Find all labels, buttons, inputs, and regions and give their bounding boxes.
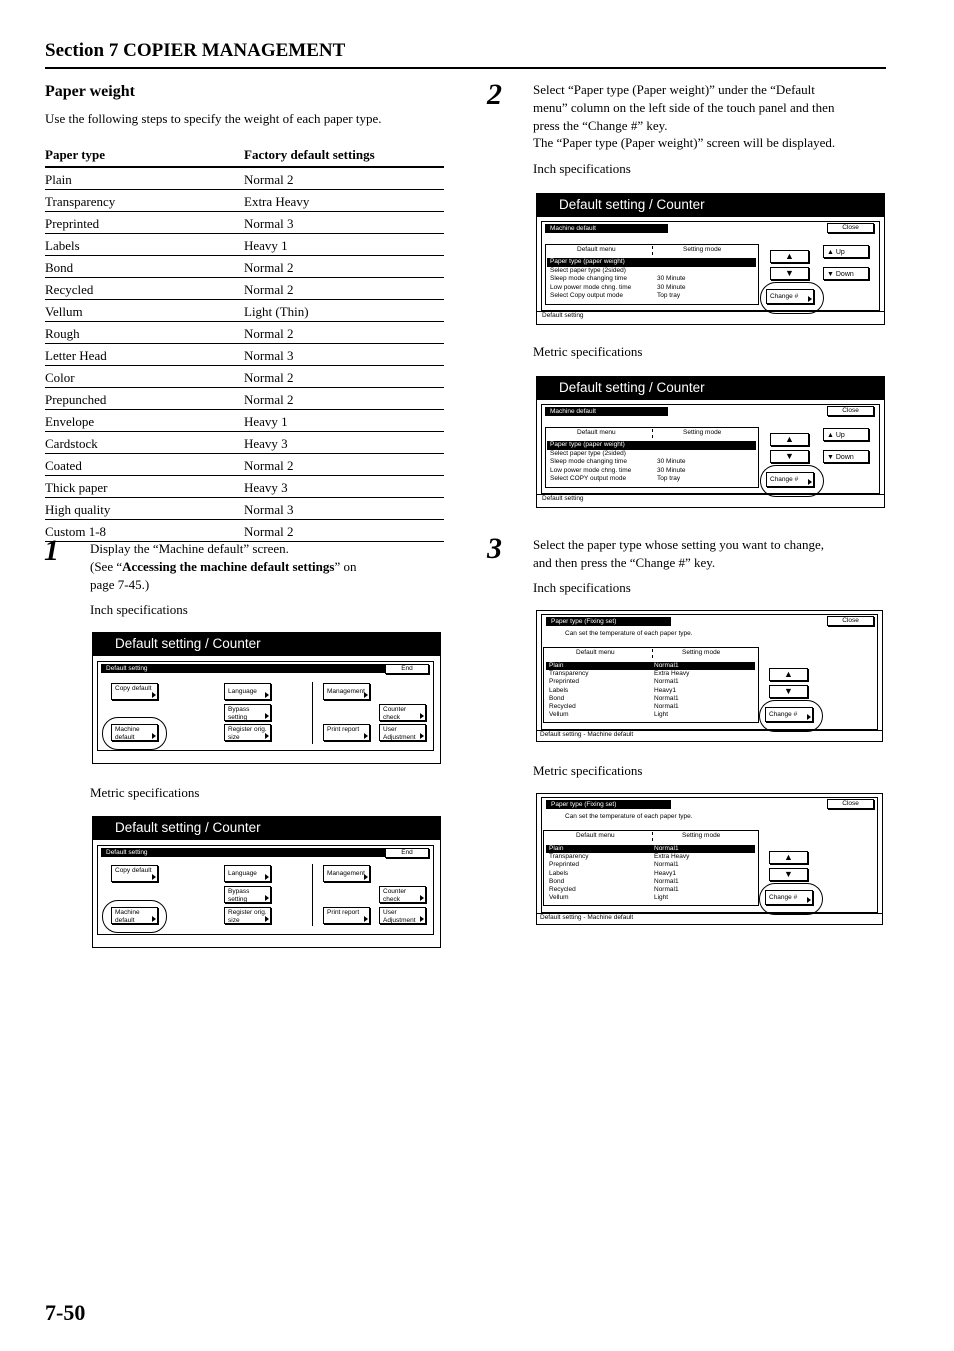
list-item-value: Extra Heavy [654,670,690,678]
management-button[interactable]: Management [323,865,370,882]
down-button[interactable]: ▼ Down [823,450,869,463]
table-row [45,388,444,410]
list-item[interactable] [547,284,756,293]
language-button[interactable]: Language [224,865,271,882]
list-item-value: Heavy1 [654,686,677,694]
paper-type-cell: Vellum [45,300,244,322]
footer-label: Default setting - Machine default [540,914,634,921]
list-item-value: 30 Minute [657,466,686,474]
table-row [45,498,444,520]
list-item-label: Paper type (paper weight) [550,258,625,265]
col-factory-default: Factory default settings [244,146,444,167]
paper-type-cell: Labels [45,234,244,256]
list-item-label: Vellum [549,711,569,719]
divider [312,682,313,744]
page-number: 7-50 [45,1300,86,1325]
paper-weight-heading: Paper weight [45,83,135,100]
up-button[interactable]: ▲ Up [823,428,869,441]
counter-check-button[interactable]: Counter check [379,886,426,903]
factory-default-cell: Normal 2 [244,322,444,344]
screen-title: Default setting / Counter [93,817,440,840]
table-row [45,278,444,300]
col-default-menu: Default menu [577,429,616,436]
factory-default-cell: Light (Thin) [244,300,444,322]
table-row [45,300,444,322]
table-row [45,366,444,388]
end-button[interactable]: End [385,664,429,674]
table-row [45,256,444,278]
paper-type-cell: Bond [45,256,244,278]
machine-default-bar: Machine default [545,224,668,233]
list-item-label: Preprinted [549,678,579,686]
list-item-label: Plain [549,662,564,669]
step-2-number: 2 [487,78,502,111]
list-item-value: Normal1 [654,694,679,702]
description: Can set the temperature of each paper type. [565,813,693,820]
arrow-up-button[interactable]: ▲ [769,668,808,681]
default-setting-screen-metric [92,816,441,948]
machine-default-screen-metric [536,376,885,508]
paper-type-cell: Envelope [45,410,244,432]
col-separator [652,429,653,438]
paper-type-cell: Recycled [45,278,244,300]
list-item[interactable] [546,853,755,861]
settings-rows [547,441,756,484]
register-orig-size-button[interactable]: Register orig. size [224,724,271,741]
list-item[interactable] [547,292,756,301]
factory-default-cell: Normal 2 [244,256,444,278]
list-item-value: Light [654,711,669,719]
list-item[interactable] [546,845,755,853]
change-button[interactable]: Change # [765,890,813,905]
list-item[interactable] [547,267,756,276]
close-button[interactable]: Close [827,223,874,233]
list-item[interactable] [546,687,755,695]
print-report-button[interactable]: Print report [323,724,370,741]
footer-label: Default setting [542,312,584,319]
intro-text: Use the following steps to specify the weight of each paper type. [45,111,382,126]
factory-default-cell: Normal 2 [244,454,444,476]
col-setting-mode: Setting mode [682,649,721,656]
factory-default-cell: Normal 2 [244,366,444,388]
list-item[interactable] [546,861,755,869]
step-3-metric-label: Metric specifications [533,763,643,778]
factory-default-cell: Heavy 3 [244,432,444,454]
factory-default-cell: Normal 3 [244,344,444,366]
paper-type-cell: Transparency [45,190,244,212]
list-item-value: Normal1 [654,885,679,893]
paper-type-cell: Preprinted [45,212,244,234]
change-button[interactable]: Change # [765,707,813,722]
list-item-value: 30 Minute [657,275,686,283]
list-item-value: Normal1 [654,877,679,885]
factory-default-cell: Normal 2 [244,520,444,542]
list-item[interactable] [546,670,755,678]
description: Can set the temperature of each paper type. [565,630,693,637]
step-1-number: 1 [44,534,59,567]
list-item-label: Recycled [549,885,576,893]
list-item-label: Select paper type (2sided) [550,449,626,457]
register-orig-size-button[interactable]: Register orig. size [224,907,271,924]
col-default-menu: Default menu [576,832,615,839]
default-setting-bar: Default setting [101,848,390,857]
machine-default-button[interactable]: Machine default [111,907,158,924]
paper-rows [546,662,755,719]
factory-default-cell: Normal 3 [244,212,444,234]
list-item[interactable] [546,870,755,878]
step-2-metric-label: Metric specifications [533,344,643,359]
paper-type-screen-metric [536,793,883,925]
list-item-label: Recycled [549,702,576,710]
factory-default-cell: Normal 2 [244,167,444,190]
list-item[interactable] [546,894,755,902]
list-item[interactable] [547,441,756,450]
list-item[interactable] [546,886,755,894]
list-item-label: Low power mode chng. time [550,283,632,291]
bypass-setting-button[interactable]: Bypass setting [224,704,271,721]
user-adjustment-button[interactable]: User Adjustment [379,724,426,741]
col-separator [652,246,653,255]
management-button[interactable]: Management [323,683,370,700]
col-default-menu: Default menu [577,246,616,253]
step-3-line-2: and then press the “Change #” key. [533,555,716,570]
factory-default-cell: Heavy 1 [244,234,444,256]
paper-type-cell: Prepunched [45,388,244,410]
list-item-label: Select COPY output mode [550,475,627,483]
list-item-value: Top tray [657,292,681,300]
table-row [45,432,444,454]
list-item[interactable] [546,678,755,686]
up-button[interactable]: ▲ Up [823,245,869,258]
list-item-label: Low power mode chng. time [550,466,632,474]
list-item-label: Labels [549,686,569,694]
col-setting-mode: Setting mode [683,429,722,436]
list-item-label: Transparency [549,670,589,678]
table-row [45,476,444,498]
list-item[interactable] [547,458,756,467]
list-item-value: Top tray [657,475,681,483]
list-item-label: Vellum [549,894,569,902]
paper-type-cell: Color [45,366,244,388]
step-1-inch-label: Inch specifications [90,602,188,617]
col-setting-mode: Setting mode [682,832,721,839]
close-button[interactable]: Close [827,406,874,416]
col-separator [652,649,653,658]
factory-default-cell: Heavy 3 [244,476,444,498]
machine-default-bar: Machine default [545,407,668,416]
table-row [45,167,444,190]
paper-type-cell: Plain [45,167,244,190]
footer-rule [537,311,884,312]
step-2-line-4: The “Paper type (Paper weight)” screen will be displayed. [533,135,836,150]
header-rule [45,67,886,69]
default-setting-bar: Default setting [101,664,390,673]
change-button[interactable]: Change # [766,289,814,304]
table-row [45,234,444,256]
list-item-label: Sleep mode changing time [550,275,627,283]
col-separator [652,832,653,841]
paper-type-bar: Paper type (Fixing set) [546,800,671,809]
list-item[interactable] [547,467,756,476]
default-setting-screen-inch [92,632,441,764]
paper-rows [546,845,755,902]
factory-default-cell: Normal 2 [244,388,444,410]
paper-type-screen-inch [536,610,883,742]
arrow-down-button[interactable]: ▼ [770,450,809,463]
list-item-label: Sleep mode changing time [550,458,627,466]
down-button[interactable]: ▼ Down [823,267,869,280]
paper-type-table-body [45,167,444,542]
col-setting-mode: Setting mode [683,246,722,253]
list-item-label: Bond [549,877,565,885]
paper-type-bar: Paper type (Fixing set) [546,617,671,626]
step-1-line-2: (See “Accessing the machine default settings” on [90,559,357,574]
list-item-label: Labels [549,869,569,877]
step-1-metric-label: Metric specifications [90,785,200,800]
list-item[interactable] [547,258,756,267]
paper-type-cell: Thick paper [45,476,244,498]
bypass-setting-button[interactable]: Bypass setting [224,886,271,903]
close-button[interactable]: Close [827,616,874,626]
step-1-line-3: page 7-45.) [90,577,150,592]
section-title: Section 7 COPIER MANAGEMENT [45,40,346,61]
screen-title: Default setting / Counter [537,377,884,400]
step-2-inch-label: Inch specifications [533,161,631,176]
list-item-label: Preprinted [549,861,579,869]
list-item-value: Normal1 [654,845,679,852]
list-item[interactable] [546,878,755,886]
factory-default-cell: Extra Heavy [244,190,444,212]
list-item-value: Normal1 [654,861,679,869]
factory-default-cell: Normal 3 [244,498,444,520]
list-item[interactable] [547,450,756,459]
list-item[interactable] [546,662,755,670]
paper-type-table [45,146,444,542]
factory-default-cell: Normal 2 [244,278,444,300]
list-item-label: Select paper type (2sided) [550,266,626,274]
list-item[interactable] [547,275,756,284]
list-item[interactable] [546,703,755,711]
change-button[interactable]: Change # [766,472,814,487]
step-2-line-1: Select “Paper type (Paper weight)” under the “Default [533,82,815,97]
copy-default-button[interactable]: Copy default [111,683,158,700]
list-item-value: Heavy1 [654,869,677,877]
table-row [45,190,444,212]
list-item-label: Select Copy output mode [550,292,623,300]
table-row [45,454,444,476]
counter-check-button[interactable]: Counter check [379,704,426,721]
arrow-down-button[interactable]: ▼ [770,267,809,280]
footer-label: Default setting [542,495,584,502]
table-row [45,410,444,432]
paper-type-cell: Cardstock [45,432,244,454]
end-button[interactable]: End [385,848,429,858]
paper-type-cell: Custom 1-8 [45,520,244,542]
list-item[interactable] [546,711,755,719]
step-3-line-1: Select the paper type whose setting you want to change, [533,537,824,552]
list-item-value: 30 Minute [657,458,686,466]
paper-type-cell: Letter Head [45,344,244,366]
arrow-up-button[interactable]: ▲ [770,250,809,263]
paper-type-cell: Rough [45,322,244,344]
list-item-value: 30 Minute [657,283,686,291]
step-2-line-2: menu” column on the left side of the touch panel and then [533,100,835,115]
list-item[interactable] [547,475,756,484]
settings-rows [547,258,756,301]
arrow-up-button[interactable]: ▲ [769,851,808,864]
table-row [45,212,444,234]
footer-rule [537,494,884,495]
arrow-down-button[interactable]: ▼ [769,685,808,698]
step-3-number: 3 [487,532,502,565]
list-item-label: Plain [549,845,564,852]
divider [312,864,313,926]
list-item-value: Normal1 [654,702,679,710]
paper-type-cell: Coated [45,454,244,476]
language-button[interactable]: Language [224,683,271,700]
list-item-value: Light [654,894,669,902]
list-item-label: Bond [549,694,565,702]
list-item-value: Normal1 [654,678,679,686]
step-1-line-1: Display the “Machine default” screen. [90,541,289,556]
table-row [45,520,444,542]
list-item-value: Normal1 [654,662,679,669]
table-row [45,322,444,344]
list-item-label: Transparency [549,853,589,861]
col-paper-type: Paper type [45,146,244,167]
footer-label: Default setting - Machine default [540,731,634,738]
list-item-value: Extra Heavy [654,853,690,861]
col-default-menu: Default menu [576,649,615,656]
table-row [45,344,444,366]
paper-type-cell: High quality [45,498,244,520]
close-button[interactable]: Close [827,799,874,809]
print-report-button[interactable]: Print report [323,907,370,924]
list-item[interactable] [546,695,755,703]
factory-default-cell: Heavy 1 [244,410,444,432]
screen-title: Default setting / Counter [93,633,440,656]
list-item-label: Paper type (paper weight) [550,441,625,448]
step-2-line-3: press the “Change #” key. [533,118,668,133]
machine-default-screen-inch [536,193,885,325]
user-adjustment-button[interactable]: User Adjustment [379,907,426,924]
copy-default-button[interactable]: Copy default [111,865,158,882]
step-3-inch-label: Inch specifications [533,580,631,595]
arrow-down-button[interactable]: ▼ [769,868,808,881]
screen-title: Default setting / Counter [537,194,884,217]
machine-default-button[interactable]: Machine default [111,724,158,741]
arrow-up-button[interactable]: ▲ [770,433,809,446]
